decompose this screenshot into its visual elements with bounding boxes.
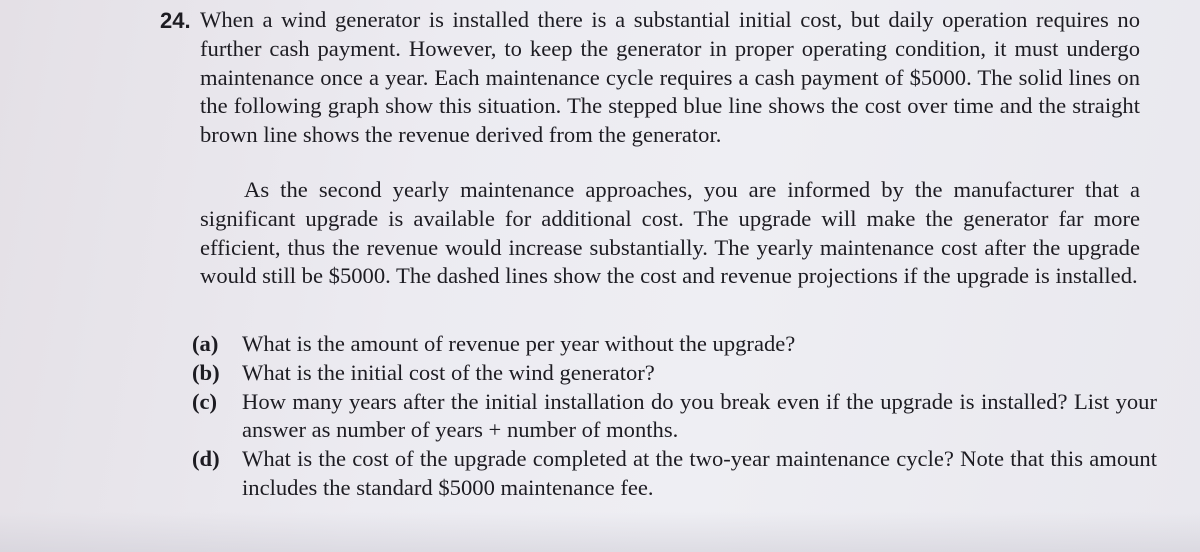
problem-paragraph-1: When a wind generator is installed there is a substantial initial cost, but daily operation requires no further cash payment. However, to keep the generator in proper operating condition, it must undergo maintenance once a year. Each maintenance cycle requires a cash payment of $5000. The solid lines on the following graph show this situation. The stepped blue line shows the cost over time and the straight brown line shows the revenue derived from the generator. <box>200 7 1140 148</box>
question-list <box>192 330 1157 503</box>
question-label: (a) <box>192 331 219 356</box>
question-text: What is the initial cost of the wind generator? <box>242 359 655 385</box>
question-text: What is the amount of revenue per year without the upgrade? <box>242 331 796 356</box>
question-label: (b) <box>192 359 220 385</box>
problem-number: 24. <box>160 8 191 33</box>
question-label: (c) <box>192 388 218 414</box>
page-shadow <box>0 512 1200 552</box>
question-label: (d) <box>192 446 220 472</box>
question-a <box>192 330 1157 359</box>
problem-paragraph-2: As the second yearly maintenance approaches, you are informed by the manufacturer that a significant upgrade is available for additional cost. The upgrade will make the generator far more efficient, thus the revenue would increase substantially. The yearly maintenance cost after the upgrade would still be $5000. The dashed lines show the cost and revenue projections if the upgrade is installed. <box>200 177 1140 289</box>
question-b <box>192 359 1157 388</box>
question-text: How many years after the initial installation do you break even if the upgrade is installed? List your answer as number of years + number of months. <box>242 388 1157 443</box>
question-d <box>192 445 1157 503</box>
question-text: What is the cost of the upgrade completed at the two-year maintenance cycle? Note that this amount includes the standard $5000 maintenance fee. <box>242 446 1157 500</box>
question-c <box>192 388 1157 446</box>
